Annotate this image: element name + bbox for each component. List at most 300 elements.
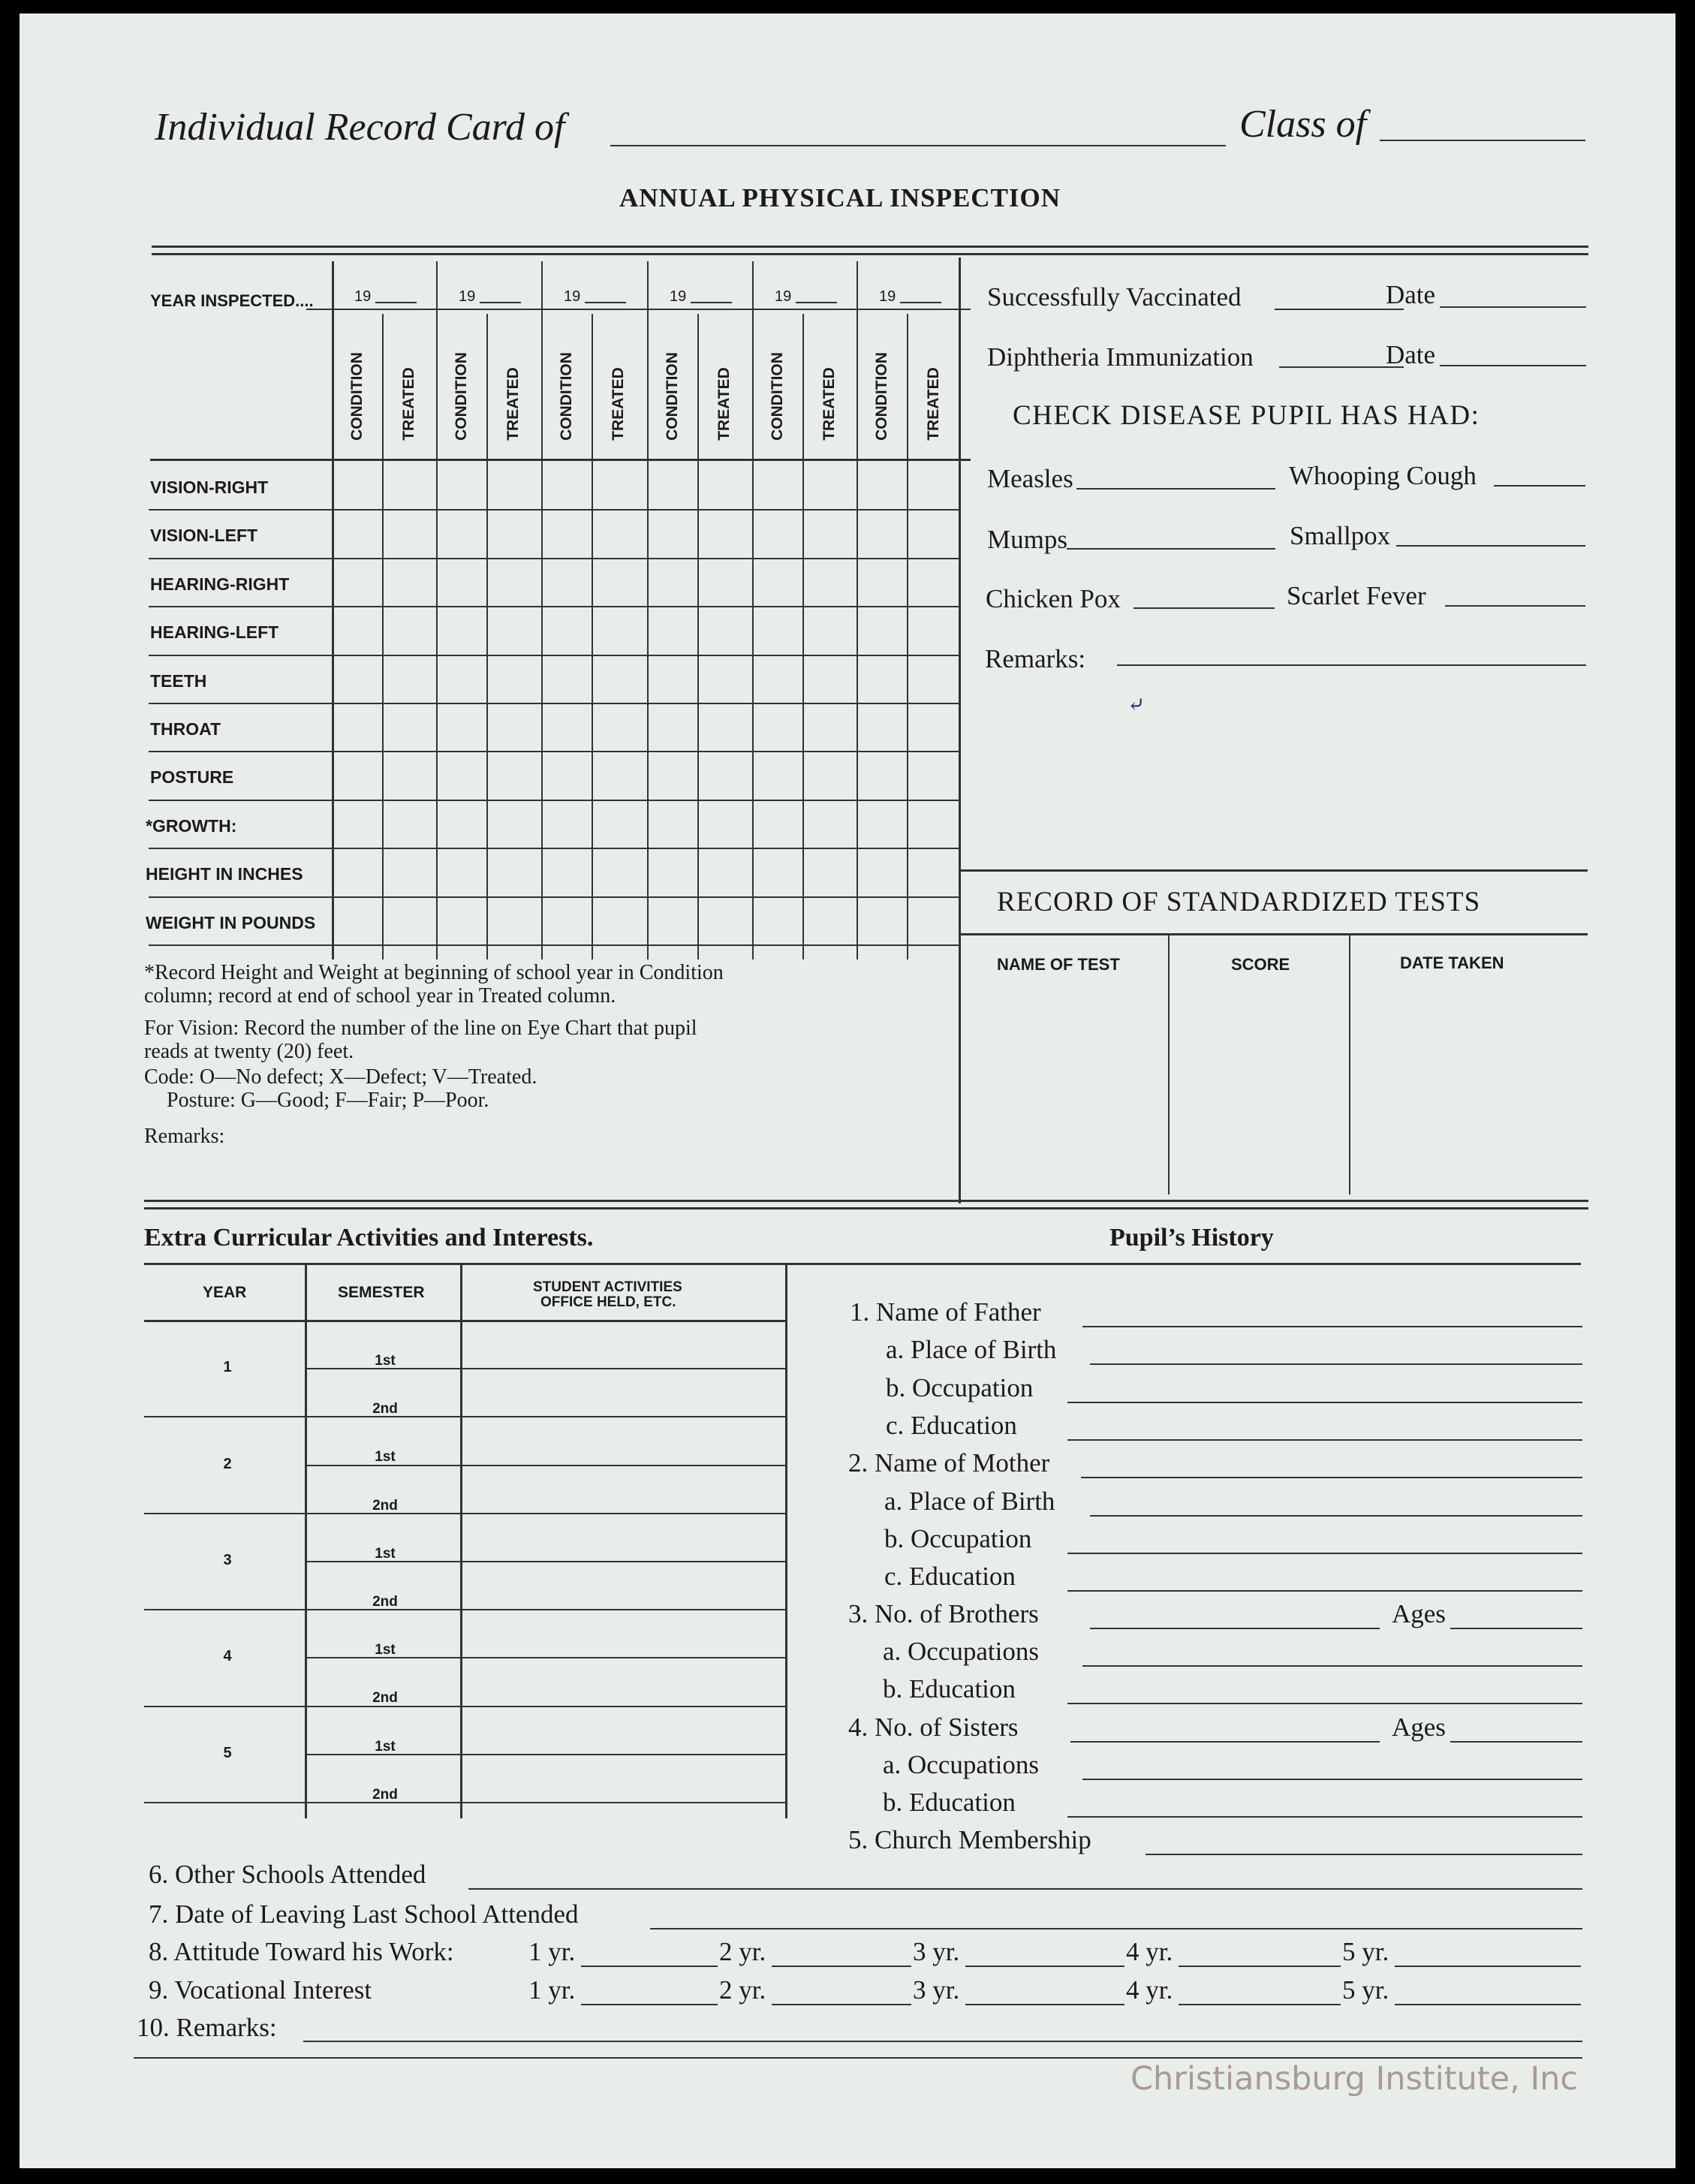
activity-cell[interactable] (463, 1322, 782, 1366)
inspection-cell[interactable] (594, 657, 645, 700)
inspection-cell[interactable] (859, 899, 905, 942)
year-5-line[interactable] (1395, 2004, 1581, 2005)
inspection-cell[interactable] (543, 850, 589, 893)
inspection-cell[interactable] (909, 802, 956, 845)
activity-cell[interactable] (463, 1467, 782, 1511)
year-divider (857, 261, 858, 959)
inspection-cell[interactable] (649, 705, 695, 749)
inspection-row-rule (149, 944, 959, 946)
church-label: 5. Church Membership (848, 1825, 1091, 1854)
inspection-cell[interactable] (649, 463, 695, 507)
year-4-line[interactable] (1179, 1966, 1341, 1967)
inspection-cell[interactable] (594, 705, 645, 749)
inspection-cell[interactable] (438, 511, 484, 555)
inspection-cell[interactable] (438, 463, 484, 507)
activity-cell[interactable] (463, 1418, 782, 1462)
inspection-cell[interactable] (594, 899, 645, 942)
activity-cell[interactable] (463, 1370, 782, 1414)
year-5-label: 5 yr. (1342, 1975, 1389, 2005)
inspection-cell[interactable] (700, 608, 750, 652)
final-remarks-label: 10. Remarks: (137, 2013, 277, 2042)
mumps-line[interactable] (1067, 548, 1275, 550)
year-4-line[interactable] (1179, 2004, 1341, 2005)
year-2-label: 2 yr. (719, 1975, 766, 2005)
treated-header: TREATED (820, 367, 838, 441)
inspection-cell[interactable] (543, 463, 589, 507)
year-1-label: 1 yr. (528, 1975, 576, 2005)
class-label: Class of (1239, 103, 1367, 146)
treated-header: TREATED (504, 367, 522, 441)
father-birthplace-label: a. Place of Birth (886, 1335, 1057, 1364)
condition-header: CONDITION (664, 352, 681, 441)
sisters-label: 4. No. of Sisters (848, 1713, 1019, 1742)
inspection-cell[interactable] (543, 802, 589, 845)
middle-rule (144, 1200, 1588, 1202)
inspection-cell[interactable] (805, 560, 854, 604)
inspection-cell[interactable] (384, 802, 434, 845)
inspection-cell[interactable] (489, 511, 539, 555)
mother-birthplace-line[interactable] (1090, 1515, 1582, 1517)
activity-cell[interactable] (463, 1756, 782, 1800)
disease-heading: CHECK DISEASE PUPIL HAS HAD: (1013, 400, 1480, 431)
inspection-cell[interactable] (384, 511, 434, 555)
year-1-label: 1 yr. (528, 1937, 576, 1966)
inspection-cell[interactable] (859, 753, 905, 797)
brothers-occupations-label: a. Occupations (883, 1637, 1039, 1666)
inspection-cell[interactable] (384, 463, 434, 507)
inspection-cell[interactable] (700, 705, 750, 749)
year-5-line[interactable] (1395, 1966, 1581, 1967)
brothers-education-line[interactable] (1067, 1703, 1582, 1704)
inspection-cell[interactable] (384, 753, 434, 797)
code-line-2: Posture: G—Good; F—Fair; P—Poor. (167, 1089, 489, 1112)
inspection-cell[interactable] (594, 463, 645, 507)
mother-label: 2. Name of Mother (848, 1448, 1050, 1478)
inspection-cell[interactable] (334, 560, 380, 604)
inspection-cell[interactable] (489, 850, 539, 893)
year-divider (647, 261, 649, 959)
whooping-cough-label: Whooping Cough (1289, 461, 1477, 490)
condition-header: CONDITION (769, 352, 786, 441)
pen-mark: ⤶ (1127, 694, 1146, 717)
activity-cell[interactable] (463, 1515, 782, 1559)
inspection-cell[interactable] (909, 560, 956, 604)
code-line-1: Code: O—No defect; X—Defect; V—Treated. (144, 1065, 537, 1089)
smallpox-label: Smallpox (1290, 521, 1391, 550)
semester-2nd: 2nd (372, 1690, 398, 1707)
inspection-cell[interactable] (805, 511, 854, 555)
semester-rule (305, 1561, 785, 1562)
inspection-cell[interactable] (805, 802, 854, 845)
activity-cell[interactable] (463, 1659, 782, 1703)
semester-rule (305, 1754, 785, 1755)
mother-education-label: c. Education (884, 1562, 1016, 1591)
semester-1st: 1st (375, 1738, 396, 1755)
church-line[interactable] (1146, 1854, 1582, 1855)
father-education-label: c. Education (886, 1411, 1017, 1440)
treated-divider (907, 314, 908, 959)
year-input-line[interactable] (796, 302, 837, 303)
measles-line[interactable] (1076, 488, 1275, 490)
col-activities: STUDENT ACTIVITIES (533, 1279, 682, 1295)
chicken-pox-label: Chicken Pox (986, 584, 1121, 613)
inspection-row-label: *GROWTH: (146, 815, 237, 836)
inspection-cell[interactable] (334, 850, 380, 893)
inspection-cell[interactable] (489, 608, 539, 652)
tests-divider-1 (1168, 935, 1170, 1194)
treated-header: TREATED (610, 367, 627, 441)
inspection-cell[interactable] (754, 850, 800, 893)
inspection-cell[interactable] (384, 608, 434, 652)
inspection-row-rule (149, 703, 959, 704)
brothers-label: 3. No. of Brothers (848, 1599, 1039, 1628)
inspection-cell[interactable] (805, 899, 854, 942)
inspection-cell[interactable] (334, 511, 380, 555)
other-schools-line[interactable] (468, 1888, 1582, 1890)
year-rule (144, 1609, 785, 1610)
year-inspected-label: YEAR INSPECTED.... (150, 291, 314, 310)
inspection-cell[interactable] (384, 850, 434, 893)
inspection-cell[interactable] (754, 608, 800, 652)
other-schools-label: 6. Other Schools Attended (149, 1860, 426, 1889)
father-label: 1. Name of Father (850, 1297, 1041, 1327)
tests-col-name: NAME OF TEST (997, 955, 1120, 974)
inspection-cell[interactable] (805, 463, 854, 507)
inspection-cell[interactable] (594, 850, 645, 893)
semester-1st: 1st (375, 1642, 396, 1658)
inspection-cell[interactable] (700, 657, 750, 700)
health-remarks-line[interactable] (1117, 664, 1586, 666)
year-prefix: 19 (670, 288, 687, 305)
inspection-cell[interactable] (754, 899, 800, 942)
date-leaving-label: 7. Date of Leaving Last School Attended (149, 1899, 579, 1929)
inspection-row-rule (149, 558, 959, 559)
year-input-line[interactable] (900, 302, 941, 303)
year-4-label: 4 yr. (1126, 1937, 1173, 1966)
inspection-cell[interactable] (438, 657, 484, 700)
father-education-line[interactable] (1067, 1439, 1582, 1441)
inspection-cell[interactable] (649, 802, 695, 845)
inspection-cell[interactable] (909, 850, 956, 893)
tests-col-date: DATE TAKEN (1400, 953, 1504, 972)
inspection-cell[interactable] (859, 608, 905, 652)
inspection-cell[interactable] (805, 608, 854, 652)
class-line[interactable] (1380, 140, 1585, 141)
inspection-cell[interactable] (649, 560, 695, 604)
treated-header: TREATED (925, 367, 942, 441)
inspection-cell[interactable] (700, 511, 750, 555)
inspection-cell[interactable] (438, 705, 484, 749)
inspection-cell[interactable] (649, 511, 695, 555)
tests-header-rule (959, 933, 1588, 935)
activity-cell[interactable] (463, 1563, 782, 1607)
mother-education-line[interactable] (1067, 1590, 1582, 1592)
inspection-row-rule (149, 848, 959, 849)
inspection-cell[interactable] (649, 899, 695, 942)
final-remarks-line[interactable] (303, 2041, 1582, 2042)
ages-line[interactable] (1450, 1628, 1582, 1629)
note-line-4: reads at twenty (20) feet. (144, 1040, 354, 1063)
inspection-cell[interactable] (805, 657, 854, 700)
attitude-label: 8. Attitude Toward his Work: (149, 1937, 454, 1966)
year-2-line[interactable] (772, 1966, 911, 1967)
inspection-cell[interactable] (489, 705, 539, 749)
inspection-cell[interactable] (334, 802, 380, 845)
semester-2nd: 2nd (372, 1401, 398, 1417)
chicken-pox-line[interactable] (1134, 607, 1275, 609)
inspection-cell[interactable] (859, 802, 905, 845)
year-2-line[interactable] (772, 2004, 911, 2005)
inspection-cell[interactable] (754, 657, 800, 700)
inspection-cell[interactable] (438, 850, 484, 893)
page-title: ANNUAL PHYSICAL INSPECTION (619, 183, 1061, 212)
inspection-cell[interactable] (384, 560, 434, 604)
inspection-cell[interactable] (543, 753, 589, 797)
inspection-cell[interactable] (438, 753, 484, 797)
note-line-1: *Record Height and Weight at beginning of school year in Condition (144, 961, 724, 984)
inspection-cell[interactable] (438, 608, 484, 652)
inspection-cell[interactable] (754, 463, 800, 507)
mumps-label: Mumps (987, 525, 1067, 554)
top-rule-2 (152, 253, 1588, 255)
year-3-label: 3 yr. (913, 1937, 960, 1966)
inspection-cell[interactable] (909, 899, 956, 942)
year-5-label: 5 yr. (1342, 1937, 1389, 1966)
inspection-cell[interactable] (859, 560, 905, 604)
year-3-line[interactable] (965, 2004, 1124, 2005)
tests-title: RECORD OF STANDARDIZED TESTS (997, 887, 1481, 917)
inspection-cell[interactable] (594, 753, 645, 797)
treated-divider (592, 314, 593, 959)
inspection-row-label: WEIGHT IN POUNDS (146, 912, 316, 932)
activities-top-rule (144, 1263, 1581, 1265)
inspection-cell[interactable] (859, 705, 905, 749)
inspection-cell[interactable] (438, 802, 484, 845)
sisters-education-line[interactable] (1067, 1816, 1582, 1818)
year-prefix: 19 (564, 288, 581, 305)
treated-header: TREATED (715, 367, 733, 441)
inspection-cell[interactable] (489, 899, 539, 942)
inspection-row-rule (149, 800, 959, 801)
top-rule (152, 246, 1588, 248)
diphtheria-label: Diphtheria Immunization (987, 342, 1254, 372)
year-divider (436, 261, 438, 959)
activity-cell[interactable] (463, 1611, 782, 1655)
diphtheria-date-line[interactable] (1440, 365, 1586, 366)
bottom-rule (134, 2057, 1582, 2059)
semester-rule (305, 1465, 785, 1466)
inspection-cell[interactable] (489, 657, 539, 700)
inspection-cell[interactable] (594, 560, 645, 604)
inspection-cell[interactable] (859, 463, 905, 507)
center-divider (959, 258, 961, 1203)
year-number: 5 (223, 1744, 232, 1761)
father-birthplace-line[interactable] (1090, 1363, 1582, 1365)
inspection-cell[interactable] (909, 705, 956, 749)
inspection-cell[interactable] (594, 608, 645, 652)
inspection-cell[interactable] (909, 608, 956, 652)
inspection-cell[interactable] (859, 511, 905, 555)
inspection-cell[interactable] (909, 463, 956, 507)
whooping-cough-line[interactable] (1494, 485, 1585, 487)
inspection-row-label: VISION-LEFT (150, 526, 258, 546)
year-prefix: 19 (775, 288, 792, 305)
inspection-cell[interactable] (384, 899, 434, 942)
inspection-row-rule (149, 896, 959, 898)
inspection-cell[interactable] (594, 802, 645, 845)
brothers-line[interactable] (1090, 1628, 1380, 1629)
inspection-cell[interactable] (543, 705, 589, 749)
measles-label: Measles (987, 464, 1073, 493)
inspection-cell[interactable] (489, 753, 539, 797)
inspection-cell[interactable] (594, 511, 645, 555)
sisters-occupations-line[interactable] (1082, 1779, 1582, 1780)
semester-2nd: 2nd (372, 1497, 398, 1514)
inspection-cell[interactable] (649, 753, 695, 797)
inspection-cell[interactable] (805, 705, 854, 749)
inspection-cell[interactable] (649, 657, 695, 700)
semester-2nd: 2nd (372, 1786, 398, 1803)
activity-cell[interactable] (463, 1708, 782, 1752)
inspection-cell[interactable] (384, 657, 434, 700)
inspection-cell[interactable] (754, 511, 800, 555)
diphtheria-date-label: Date (1386, 340, 1436, 369)
year-prefix: 19 (354, 288, 372, 305)
year-input-line[interactable] (585, 302, 626, 303)
inspection-cell[interactable] (334, 705, 380, 749)
inspection-cell[interactable] (700, 850, 750, 893)
activities-divider (785, 1263, 787, 1818)
father-occupation-line[interactable] (1067, 1402, 1582, 1403)
note-line-3: For Vision: Record the number of the line on Eye Chart that pupil (144, 1017, 697, 1040)
year-number: 2 (223, 1455, 232, 1472)
inspection-cell[interactable] (489, 463, 539, 507)
scarlet-fever-line[interactable] (1445, 605, 1585, 607)
inspection-cell[interactable] (754, 802, 800, 845)
inspection-cell[interactable] (649, 850, 695, 893)
inspection-cell[interactable] (489, 560, 539, 604)
inspection-cell[interactable] (543, 657, 589, 700)
brothers-education-label: b. Education (883, 1674, 1016, 1704)
brothers-occupations-line[interactable] (1082, 1665, 1582, 1667)
inspection-cell[interactable] (909, 657, 956, 700)
inspection-cell[interactable] (754, 753, 800, 797)
inspection-cell[interactable] (700, 560, 750, 604)
inspection-cell[interactable] (543, 511, 589, 555)
inspection-cell[interactable] (805, 850, 854, 893)
inspection-cell[interactable] (543, 560, 589, 604)
inspection-row-label: THROAT (150, 719, 221, 739)
inspection-cell[interactable] (334, 657, 380, 700)
header-rule (150, 459, 971, 461)
inspection-cell[interactable] (859, 657, 905, 700)
inspection-cell[interactable] (754, 705, 800, 749)
inspection-cell[interactable] (334, 753, 380, 797)
ages-label: Ages (1392, 1713, 1446, 1742)
inspection-cell[interactable] (489, 802, 539, 845)
date-leaving-line[interactable] (650, 1928, 1582, 1929)
year-input-line[interactable] (691, 302, 732, 303)
inspection-cell[interactable] (334, 463, 380, 507)
inspection-cell[interactable] (384, 705, 434, 749)
vaccinated-line[interactable] (1275, 309, 1404, 310)
semester-1st: 1st (375, 1353, 396, 1369)
vaccinated-label: Successfully Vaccinated (987, 282, 1242, 312)
year-prefix: 19 (879, 288, 896, 305)
activities-title: Extra Curricular Activities and Interests. (144, 1224, 594, 1252)
name-line[interactable] (610, 145, 1226, 146)
year-2-label: 2 yr. (719, 1937, 766, 1966)
ages-line[interactable] (1450, 1741, 1582, 1743)
inspection-cell[interactable] (754, 560, 800, 604)
sisters-line[interactable] (1070, 1741, 1380, 1743)
inspection-row-label: HEARING-RIGHT (150, 574, 290, 594)
smallpox-line[interactable] (1396, 545, 1585, 547)
treated-divider (486, 314, 488, 959)
inspection-cell[interactable] (700, 899, 750, 942)
year-3-label: 3 yr. (913, 1975, 960, 2005)
mother-line[interactable] (1081, 1477, 1582, 1478)
father-line[interactable] (1082, 1326, 1582, 1327)
inspection-cell[interactable] (649, 608, 695, 652)
inspection-row-rule (149, 655, 959, 656)
inspection-cell[interactable] (909, 753, 956, 797)
year-3-line[interactable] (965, 1966, 1124, 1967)
inspection-cell[interactable] (805, 753, 854, 797)
health-remarks-label: Remarks: (985, 644, 1086, 673)
semester-2nd: 2nd (372, 1594, 398, 1610)
inspection-cell[interactable] (909, 511, 956, 555)
year-rule (144, 1706, 785, 1707)
record-card (20, 14, 1675, 2168)
mother-occupation-line[interactable] (1067, 1553, 1582, 1554)
col-office: OFFICE HELD, ETC. (540, 1294, 676, 1310)
inspection-remarks-label: Remarks: (144, 1125, 225, 1148)
condition-header: CONDITION (453, 352, 470, 441)
year-input-line[interactable] (480, 302, 521, 303)
inspection-cell[interactable] (334, 899, 380, 942)
year-prefix: 19 (459, 288, 476, 305)
inspection-cell[interactable] (543, 608, 589, 652)
inspection-cell[interactable] (700, 802, 750, 845)
vaccinated-date-line[interactable] (1440, 306, 1586, 308)
semester-1st: 1st (375, 1449, 396, 1466)
activities-divider (460, 1263, 462, 1818)
inspection-cell[interactable] (543, 899, 589, 942)
inspection-cell[interactable] (438, 560, 484, 604)
year-1-line[interactable] (581, 2004, 718, 2005)
year-row-rule (306, 309, 971, 310)
semester-rule (305, 1657, 785, 1658)
inspection-cell[interactable] (700, 753, 750, 797)
tests-col-score: SCORE (1231, 955, 1290, 974)
year-1-line[interactable] (581, 1966, 718, 1967)
inspection-row-label: VISION-RIGHT (150, 477, 269, 497)
record-card-label: Individual Record Card of (155, 106, 565, 149)
inspection-cell[interactable] (334, 608, 380, 652)
inspection-cell[interactable] (438, 899, 484, 942)
year-input-line[interactable] (375, 302, 417, 303)
mother-birthplace-label: a. Place of Birth (884, 1487, 1055, 1516)
condition-header: CONDITION (558, 352, 575, 441)
treated-divider (382, 314, 384, 959)
sisters-education-label: b. Education (883, 1788, 1016, 1817)
scarlet-fever-label: Scarlet Fever (1287, 581, 1426, 610)
mother-occupation-label: b. Occupation (884, 1524, 1032, 1553)
sisters-occupations-label: a. Occupations (883, 1750, 1039, 1779)
inspection-cell[interactable] (700, 463, 750, 507)
inspection-cell[interactable] (859, 850, 905, 893)
